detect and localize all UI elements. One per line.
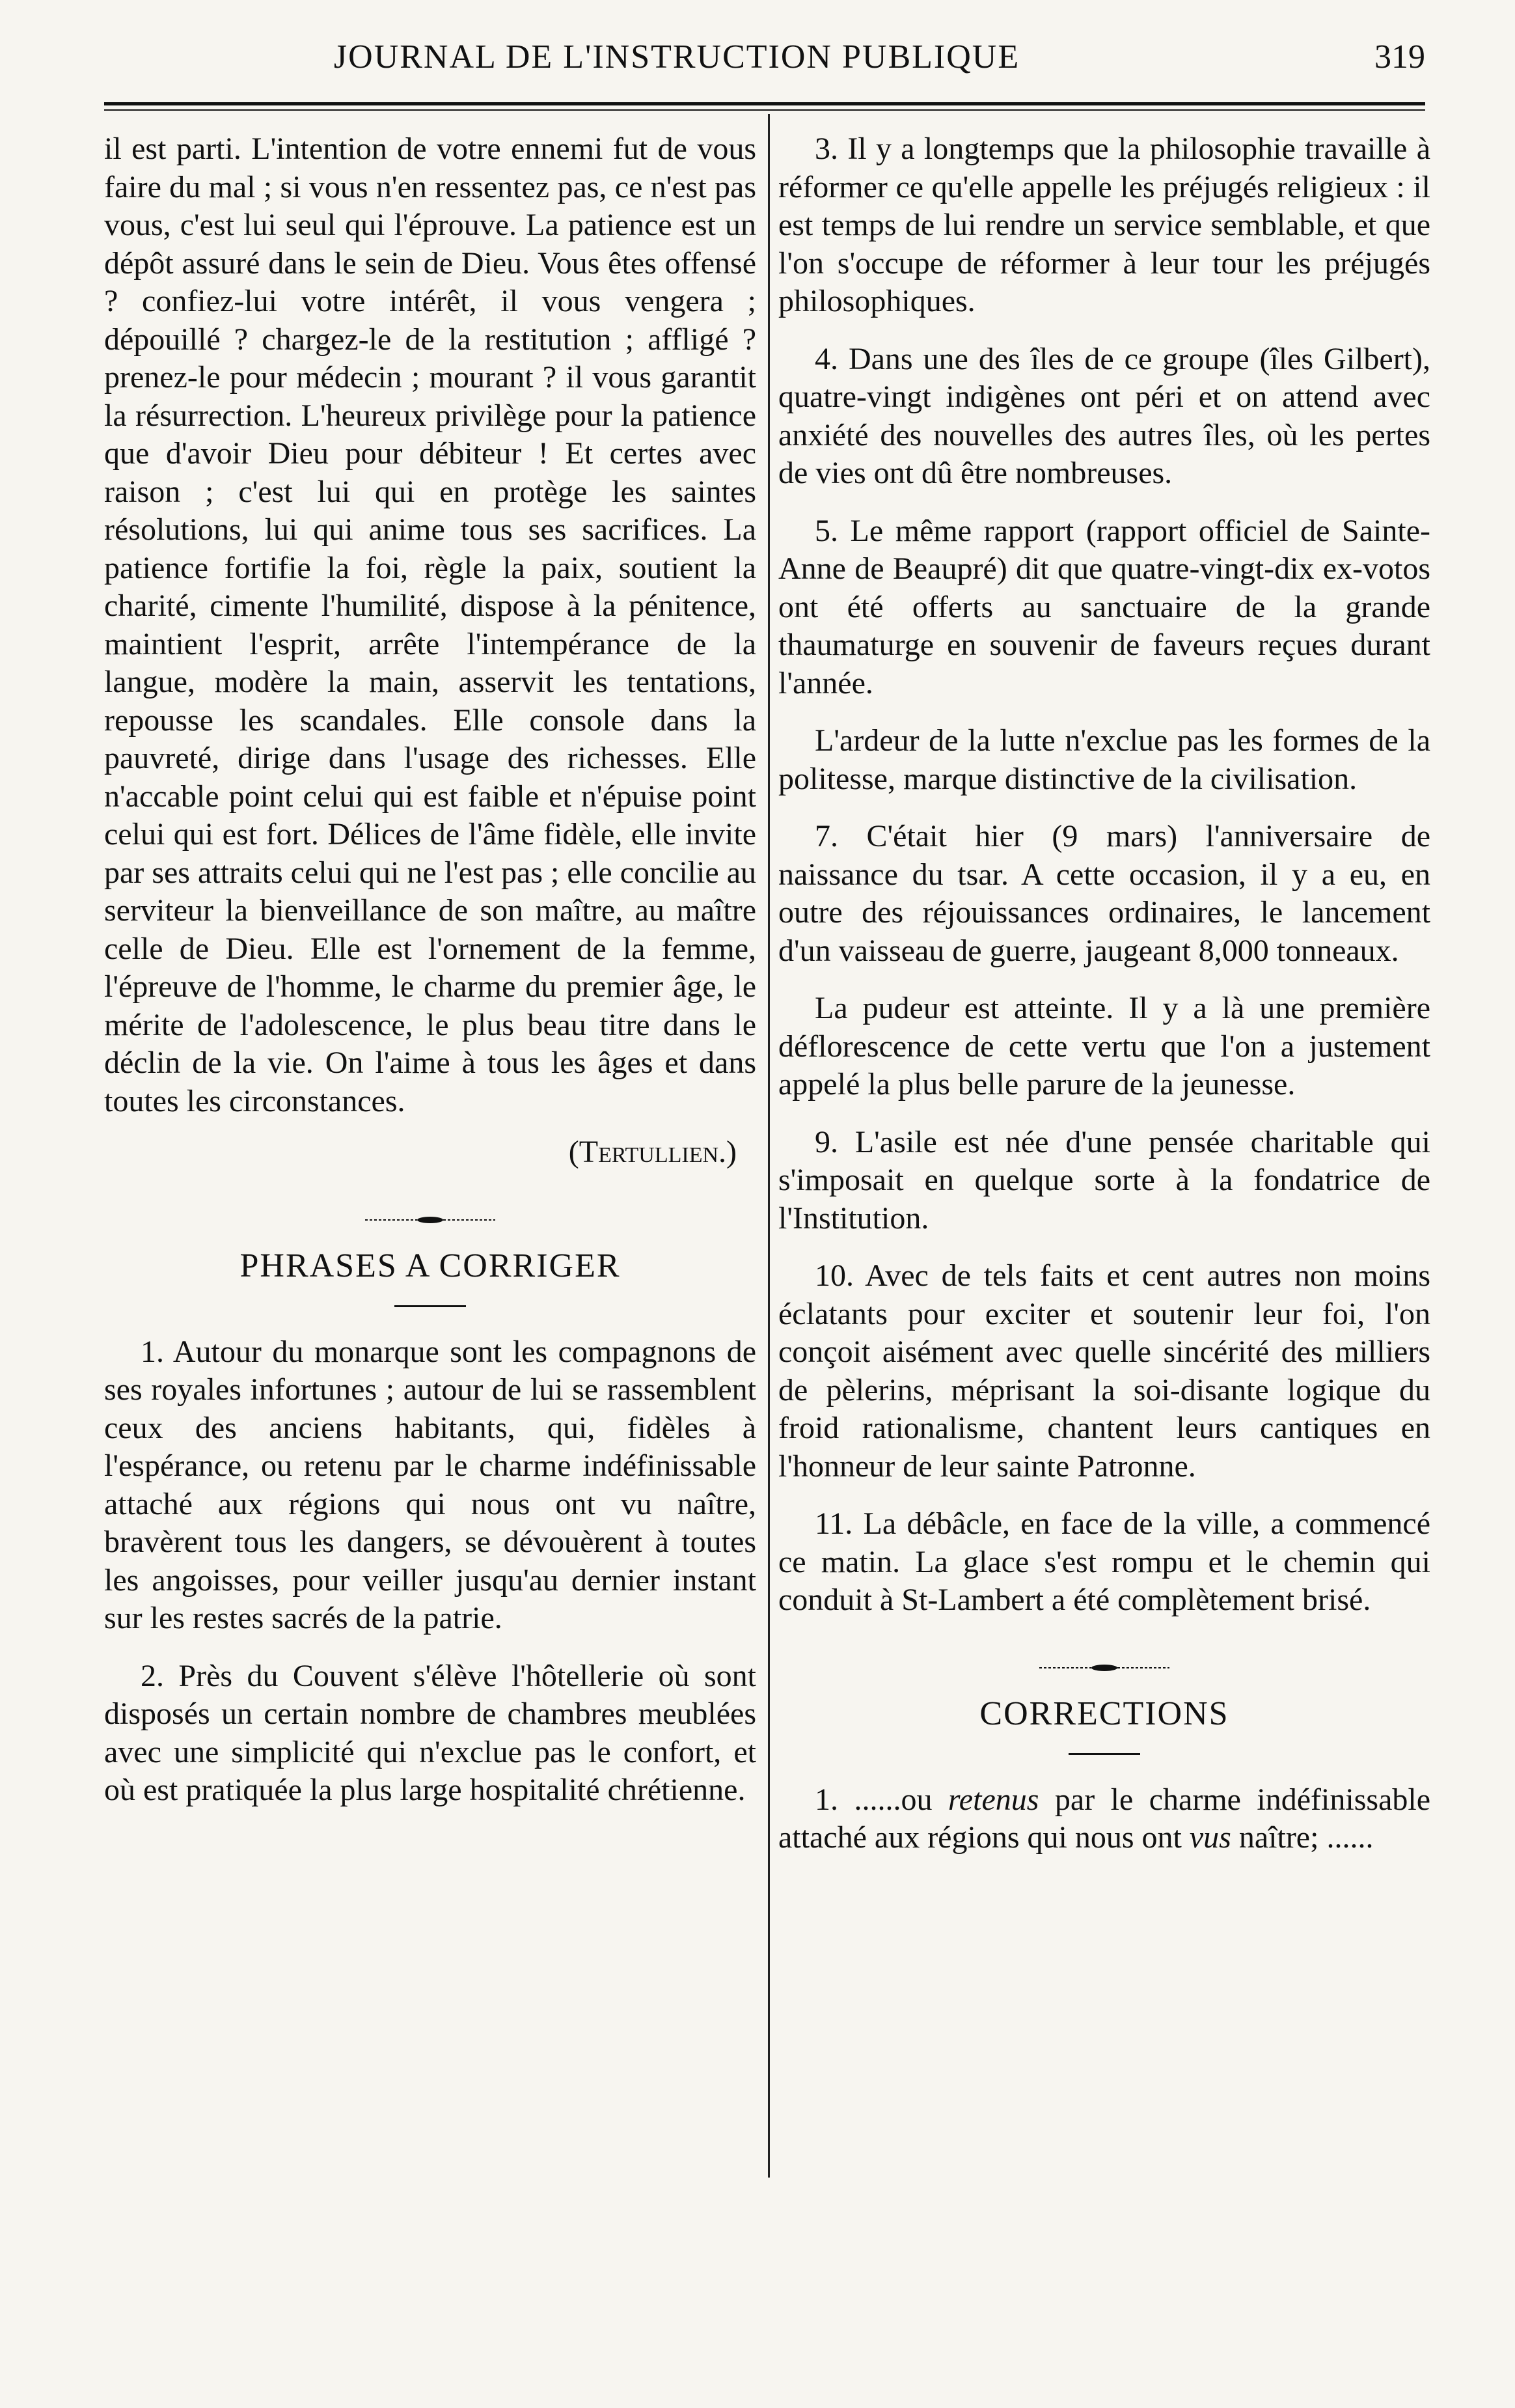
title-rule xyxy=(1069,1753,1140,1755)
correction-dots: ; ...... xyxy=(1310,1820,1374,1855)
exercise-item: La pudeur est atteinte. Il y a là une première déflorescence de cette vertu que l'on a justement appelé la plus belle parure de la jeunesse. xyxy=(778,991,1430,1101)
attribution: (Tertullien.) xyxy=(568,1135,737,1169)
exercise-item: 9. L'asile est née d'une pensée charitable qui s'imposait en quelque sorte à la fondatrice de l'Institution. xyxy=(778,1124,1430,1236)
header-rule xyxy=(104,102,1425,105)
ornament-divider xyxy=(778,1644,1430,1683)
page-number: 319 xyxy=(1374,38,1425,76)
ornament-divider xyxy=(104,1197,756,1235)
exercise-item: 2. Près du Couvent s'élève l'hôtellerie où sont disposés un certain nombre de chambres meublées avec une simplicité qui n'exclue pas le confort, et où est pratiquée la plus large hospitalité chrétienne. xyxy=(104,1658,756,1807)
title-rule xyxy=(394,1305,466,1307)
continued-paragraph: il est parti. L'intention de votre ennemi fut de vous faire du mal ; si vous n'en ressentez pas, ce n'est pas vous, c'est lui seul qui l'éprouve. La patience est un dépôt assuré dans le sein de Dieu. Vous êtes offensé ? confiez-lui votre intérêt, il vous vengera ; dépouillé ? chargez-le de la restitution ; affligé ? prenez-le pour médecin ; mourant ? il vous garantit la résurrection. L'heureux privilège pour la patience que d'avoir Dieu pour débiteur ! Et certes avec raison ; c'est lui qui en protège les saintes résolutions, lui qui anime tous ses sacrifices. La patience fortifie la foi, règle la paix, soutient la charité, cimente l'humilité, dispose à la pénitence, maintient l'esprit, arrête l'intempérance de la langue, modère la main, asservit les tentations, repousse les scandales. Elle console dans la pauvreté, dirige dans l'usage des richesses. Elle n'accable point celui qui est faible et n'épuise point celui qui est fort. Délices de l'âme fidèle, elle invite par ses attraits celui qui ne l'est pas ; elle concilie au serviteur la bienveillance de son maître, au maître celle de Dieu. Elle est l'ornement de la femme, l'épreuve de l'homme, le charme du premier âge, le mérite de l'adolescence, le plus beau titre dans le déclin de la vie. On l'aime à tous les âges et dans toutes les circonstances. xyxy=(104,131,756,1118)
corrected-word: retenus xyxy=(948,1782,1039,1817)
exercise-item: 1. Autour du monarque sont les compagnons de ses royales infortunes ; autour de lui se rassemblent ceux des anciens habitants, qui, fidèles à l'espérance, ou retenu par le charme indéfinissable attaché aux régions qui nous ont vu naître, bravèrent tous les dangers, se dévouèrent à toutes les angoisses, pour veiller jusqu'au dernier instant sur les restes sacrés de la patrie. xyxy=(104,1334,756,1635)
running-title: JOURNAL DE L'INSTRUCTION PUBLIQUE xyxy=(333,38,1020,76)
exercise-item: 10. Avec de tels faits et cent autres non moins éclatants pour exciter et soutenir leur foi, l'on conçoit aisément avec quelle sincérité des milliers de pèlerins, méprisant la soi-disante logique du froid rationalisme, chantent leurs cantiques en l'honneur de leur sainte Patronne. xyxy=(778,1258,1430,1484)
corrections-title: CORRECTIONS xyxy=(979,1695,1229,1732)
section-title: PHRASES A CORRIGER xyxy=(239,1247,621,1284)
page-header xyxy=(98,38,1425,90)
exercise-item: L'ardeur de la lutte n'exclue pas les formes de la politesse, marque distinctive de la civilisation. xyxy=(778,723,1430,796)
exercise-item: 3. Il y a longtemps que la philosophie travaille à réformer ce qu'elle appelle les préjugés religieux : il est temps de lui rendre un service semblable, et que l'on s'occupe de réformer à leur tour les préjugés philosophiques. xyxy=(778,131,1430,318)
correction-item xyxy=(778,1781,1430,1857)
exercise-item: 11. La débâcle, en face de la ville, a commencé ce matin. La glace s'est rompu et le chemin qui conduit à St-Lambert a été complètement brisé. xyxy=(778,1506,1430,1617)
exercise-item: 7. C'était hier (9 mars) l'anniversaire de naissance du tsar. A cette occasion, il y a eu, en outre des réjouissances ordinaires, le lancement d'un vaisseau de guerre, jaugeant 8,000 tonneaux. xyxy=(778,819,1430,968)
correction-text: naître xyxy=(1238,1820,1311,1855)
right-column xyxy=(778,130,1430,1857)
correction-text: par le charme indéfinissable attaché aux régions qui nous ont xyxy=(778,1782,1431,1855)
exercise-item: 4. Dans une des îles de ce groupe (îles Gilbert), quatre-vingt indigènes ont péri et on attend avec anxiété des nouvelles des autres îles, où les pertes de vies ont dû être nombreuses. xyxy=(778,341,1430,490)
correction-text: ou xyxy=(901,1782,933,1817)
column-divider xyxy=(768,114,770,2178)
left-column xyxy=(104,130,756,1810)
corrected-word: vus xyxy=(1189,1820,1231,1855)
correction-number: 1. xyxy=(815,1782,838,1817)
exercise-item: 5. Le même rapport (rapport officiel de Sainte-Anne de Beaupré) dit que quatre-vingt-dix ex-votos ont été offerts au sanctuaire de la grande thaumaturge en souvenir de faveurs reçues durant l'année. xyxy=(778,513,1430,700)
correction-dots: ...... xyxy=(854,1782,901,1817)
header-rule-thin xyxy=(104,109,1425,111)
